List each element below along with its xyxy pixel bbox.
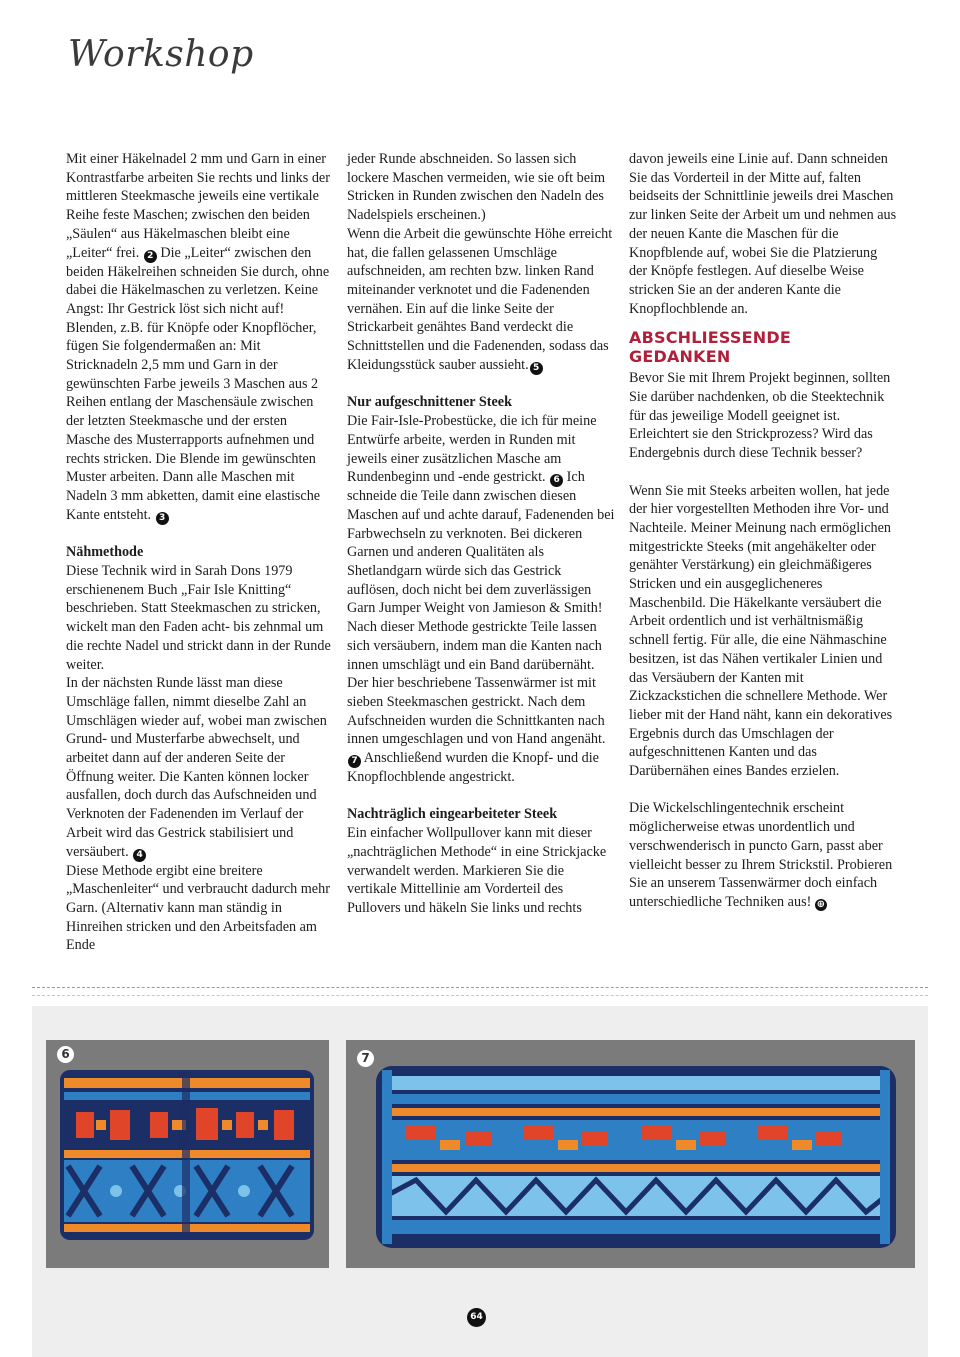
photo-number-badge: 6	[57, 1046, 74, 1063]
knit-sample-6-image	[46, 1040, 329, 1268]
figure-ref-badge: 3	[156, 512, 169, 525]
text-column-2	[347, 150, 615, 918]
paragraph: davon jeweils eine Linie auf. Dann schneiden Sie das Vorderteil in der Mitte auf, falten beidseits der Schnittlinie jeweils drei Maschen zur linken Seite der Arbeit um und nehmen aus der neuen Kante die Maschen für die Knopfblende auf, wobei Sie die Platzierung der Knöpfe festlegen. Auf dieselbe Weise stricken Sie an der anderen Kante die Knopflochblende an.	[629, 151, 897, 317]
paragraph: Bevor Sie mit Ihrem Projekt beginnen, sollten Sie darüber nachdenken, ob die Steektechnik für das jeweilige Modell geeignet ist. Erleichtert sie den Strickprozess? Wird das Endergebnis durch diese Technik besser?	[629, 370, 891, 462]
photo-knit-sample-6	[46, 1040, 329, 1268]
paragraph: Die Wickelschlingentechnik erscheint möglicherweise etwas unordentlich und verschwenderisch in puncto Garn, passt aber vielleicht besser zu Ihrem Strickstil. Probieren Sie an unserem Tassenwärmer doch einfach unterschiedliche Techniken aus! ⊕	[629, 800, 893, 910]
paragraph: Blenden, z.B. für Knöpfe oder Knopflöcher, fügen Sie folgendermaßen an: Mit Stricknadeln 2,5 mm und Garn in der gewünschten Farbe jeweils 3 Maschen aus 2 Reihen entlang der Maschensäule zwischen der letzten Steekmasche und der ersten Masche des Musterrapports aufnehmen und rechts stricken. Die Blende im gewünschten Muster arbeiten. Dann alle Maschen mit Nadeln 3 mm abketten, damit eine elastische Kante entsteht. 3	[66, 319, 321, 523]
paragraph: Diese Methode ergibt eine breitere „Maschenleiter“ und verbraucht dadurch mehr Garn. (Alternativ kann man ständig in Hinreihen stricken und den Arbeitsfaden am Ende	[66, 862, 330, 954]
figure-ref-badge: 5	[530, 362, 543, 375]
end-mark-icon: ⊕	[816, 898, 826, 910]
text-column-1	[66, 150, 334, 955]
photo-knit-sample-7	[346, 1040, 915, 1268]
text-column-3	[629, 150, 897, 912]
figure-ref-badge: 7	[348, 755, 361, 768]
paragraph: jeder Runde abschneiden. So lassen sich lockere Maschen vermeiden, wie sie oft beim Stricken in Runden zwischen den Nadeln des Nadelspiels erscheinen.)	[347, 151, 606, 224]
divider	[32, 995, 928, 996]
photo-number-badge: 7	[357, 1050, 374, 1067]
paragraph: Die Fair-Isle-Probestücke, die ich für meine Entwürfe arbeite, werden in Runden mit jeweils einer zusätzlichen Masche am Rundenbeginn und -ende gestrickt. 6 Ich schneide die Teile dann zwischen diesen Maschen auf und achte darauf, Fadenenden bei Farbwechseln zu verknoten. Bei dickeren Garnen und anderen Qualitäten als Shetlandgarn würde sich das Gestrick auflösen, doch nicht bei dem zuverlässigen Garn Jumper Weight von Jamieson & Smith! Nach dieser Methode gestrickte Teile lassen sich versäubern, indem man die Kanten nach innen umschlägt und ein Band darübernäht.	[347, 413, 615, 673]
section-header: Workshop	[68, 34, 254, 75]
section-title: ABSCHLIESSENDE GEDANKEN	[629, 328, 791, 367]
subheading: Nähmethode	[66, 544, 144, 561]
subheading: Nur aufgeschnittener Steek	[347, 394, 512, 411]
paragraph: Der hier beschriebene Tassenwärmer ist mit sieben Steekmaschen gestrickt. Nach dem Aufschneiden wurden die Schnittkanten nach innen umgeschlagen und von Hand angenäht. 7 Anschließend wurden die Knopf- und die Knopflochblende angestrickt.	[347, 675, 606, 786]
figure-ref-badge: 6	[550, 474, 563, 487]
figure-ref-badge: 2	[144, 250, 157, 263]
paragraph: Wenn Sie mit Steeks arbeiten wollen, hat jede der hier vorgestellten Methoden ihre Vor- und Nachteile. Meiner Meinung nach ermöglichen mitgestrickte Steeks (mit angehäkelter oder genähter Verstärkung) ein gleichmäßigeres Stricken und ein ausgeglicheneres Maschenbild. Die Häkelkante versäubert die Arbeit ordentlich und ist verhältnismäßig schnell fertig. Für alle, die eine Nähmaschine besitzen, ist das Nähen vertikaler Linien und das Versäubern der Kanten mit Zickzackstichen die schnellere Methode. Wer lieber mit der Hand näht, kann ein dekoratives Ergebnis durch das Umschlagen der aufgeschnittenen Kanten und das Darübernähen eines Bandes erzielen.	[629, 482, 893, 780]
figure-ref-badge: 4	[133, 849, 146, 862]
paragraph: Ein einfacher Wollpullover kann mit dieser „nachträglichen Methode“ in eine Strickjacke verwandelt werden. Markieren Sie die vertikale Mittellinie am Vorderteil des Pullovers und häkeln Sie links und rechts	[347, 825, 607, 916]
divider	[32, 987, 928, 988]
page-number: 64	[467, 1308, 486, 1327]
paragraph: In der nächsten Runde lässt man diese Umschläge fallen, nimmt dieselbe Zahl an Umschlägen wieder auf, wobei man zwischen Grund- und Musterfarbe abwechselt, und arbeitet dann auf der anderen Seite der Öffnung weiter. Die Kanten können locker ausfallen, doch durch das Aufschneiden und Verknoten der Fadenenden im Verlauf der Arbeit wird das Gestrick stabilisiert und versäubert. 4	[66, 675, 327, 860]
subheading: Nachträglich eingearbeiteter Steek	[347, 806, 558, 823]
knit-sample-7-image	[346, 1040, 915, 1268]
paragraph: Mit einer Häkelnadel 2 mm und Garn in einer Kontrastfarbe arbeiten Sie rechts und links der mittleren Steekmasche jeweils eine vertikale Reihe feste Maschen; zwischen den beiden „Säulen“ aus Häkelmaschen bleibt eine „Leiter“ frei. 2 Die „Leiter“ zwischen den beiden Häkelreihen schneiden Sie durch, ohne dabei die Häkelmaschen zu verletzen. Keine Angst: Ihr Gestrick löst sich nicht auf!	[66, 151, 330, 317]
paragraph: Diese Technik wird in Sarah Dons 1979 erschienenem Buch „Fair Isle Knitting“ beschrieben. Statt Steekmaschen zu stricken, wickelt man den Faden acht- bis zehnmal um die rechte Nadel und strickt dann in der Runde weiter.	[66, 563, 331, 673]
paragraph: Wenn die Arbeit die gewünschte Höhe erreicht hat, die fallen gelassenen Umschläge aufschneiden, am rechten bzw. linken Rand miteinander verknotet und die Fadenenden vernähen. Ein auf die linke Seite der Strickarbeit genähtes Band verdeckt die Schnittstellen und die Fadenenden, sodass das Kleidungsstück sauber aussieht. 5	[347, 225, 613, 373]
